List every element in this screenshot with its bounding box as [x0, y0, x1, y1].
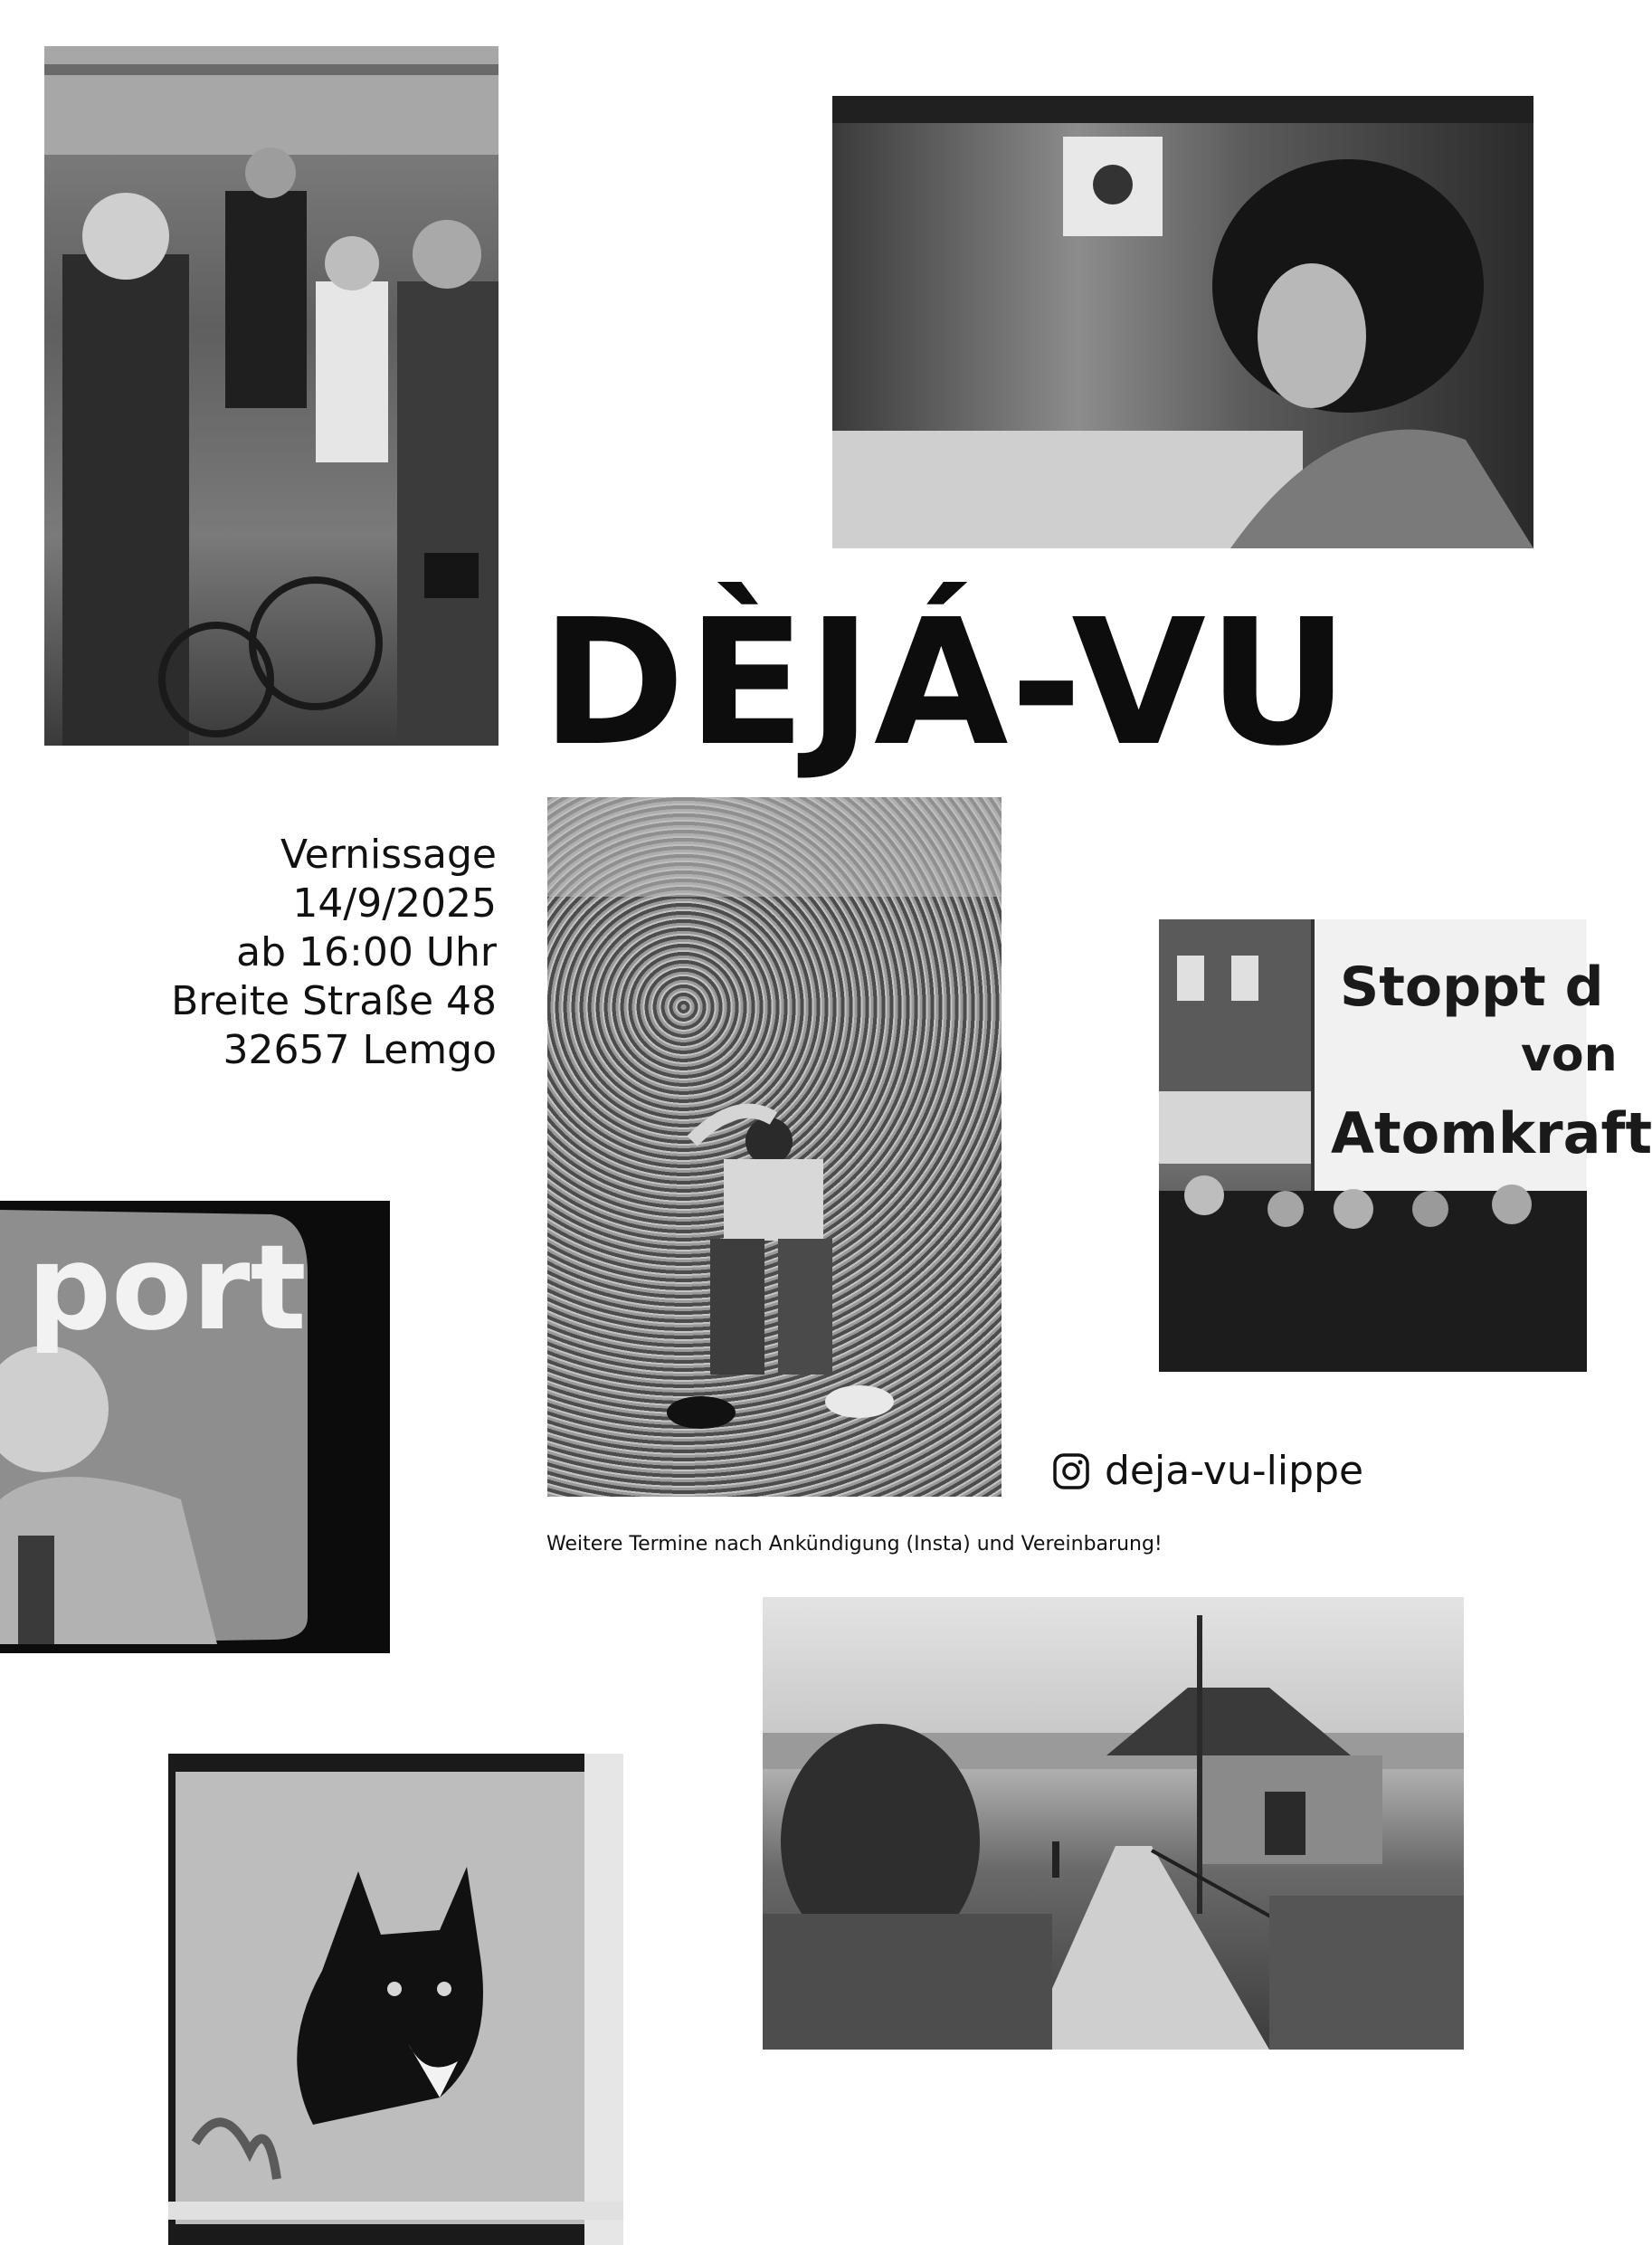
photo-man-in-meadow	[547, 797, 1002, 1497]
banner-line-3: Atomkraft	[1331, 1100, 1652, 1166]
photo-woman-curly-hair	[832, 96, 1533, 548]
rural-road-illustration	[763, 1597, 1464, 2050]
police-crowd-illustration	[44, 46, 498, 746]
instagram-icon	[1052, 1452, 1090, 1490]
woman-illustration	[832, 96, 1533, 548]
photo-anti-nuclear-protest	[1159, 919, 1652, 1372]
further-dates-note: Weitere Termine nach Ankündigung (Insta) und Vereinbarung!	[546, 1533, 1163, 1555]
event-city: 32657 Lemgo	[223, 1027, 497, 1073]
photo-rural-road-farmhouse	[763, 1597, 1464, 2050]
meadow-illustration	[547, 797, 1002, 1497]
event-time: ab 16:00 Uhr	[236, 929, 497, 975]
event-info	[171, 831, 497, 1075]
instagram-link[interactable]	[1052, 1448, 1363, 1494]
event-street: Breite Straße 48	[171, 978, 497, 1024]
tv-screen-text: port	[27, 1219, 307, 1356]
photo-cat-window	[168, 1754, 623, 2245]
poster-title: DÈJÁ-VU	[541, 583, 1351, 785]
instagram-handle: deja-vu-lippe	[1105, 1448, 1364, 1494]
banner-line-1: Stoppt d	[1340, 956, 1604, 1019]
event-date: 14/9/2025	[292, 880, 497, 927]
event-label: Vernissage	[280, 832, 497, 878]
cat-illustration	[168, 1754, 623, 2245]
photo-tv-newsreader	[0, 1201, 390, 1653]
banner-line-2: von	[1521, 1028, 1618, 1082]
photo-police-crowd	[44, 46, 498, 746]
